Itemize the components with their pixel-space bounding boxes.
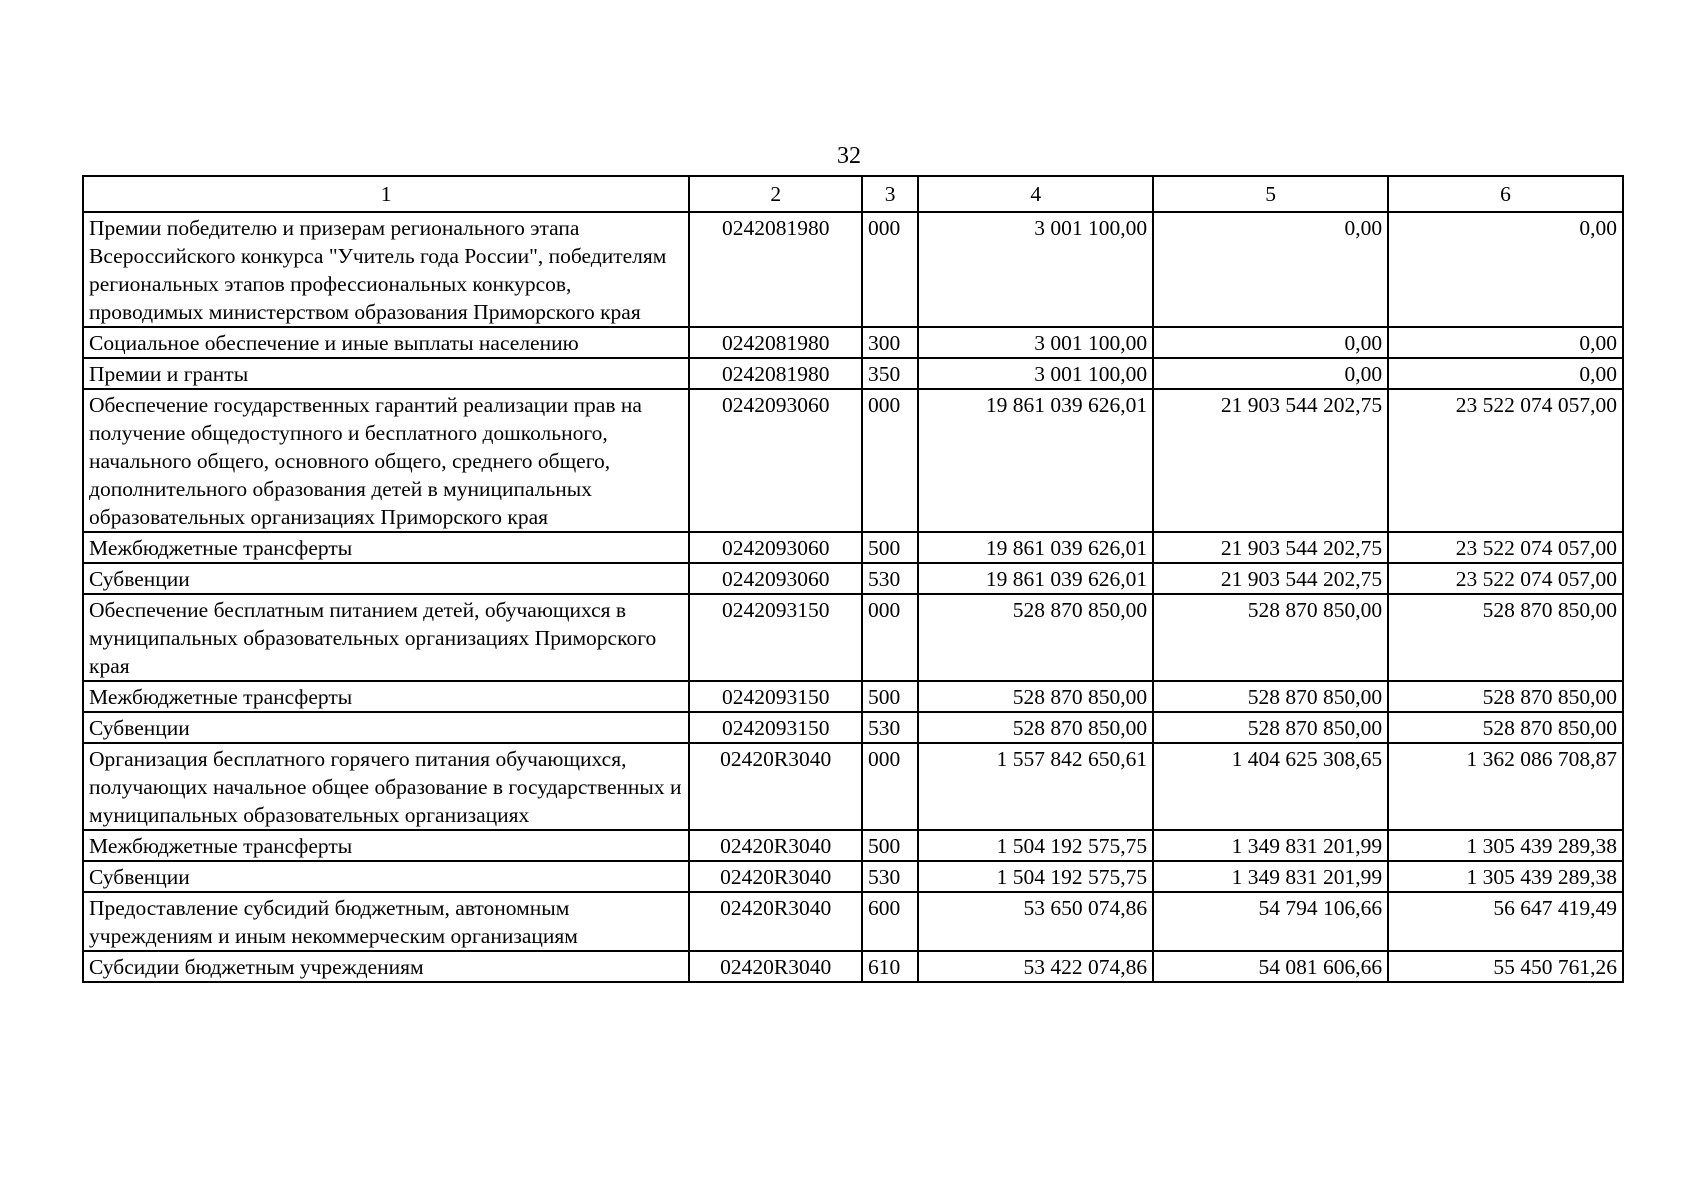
row-value-col5: 0,00: [1153, 358, 1388, 389]
row-name-cell: Субвенции: [83, 861, 689, 892]
table-row: [83, 212, 1623, 327]
row-code-cell: 02420R3040: [689, 951, 862, 982]
row-value-col5: 21 903 544 202,75: [1153, 563, 1388, 594]
row-value-col5: 1 349 831 201,99: [1153, 830, 1388, 861]
row-value-col6: 56 647 419,49: [1388, 892, 1623, 951]
row-value-col4: 3 001 100,00: [918, 327, 1153, 358]
row-code-cell: 0242081980: [689, 212, 862, 327]
row-name-cell: Социальное обеспечение и иные выплаты населению: [83, 327, 689, 358]
row-value-col5: 528 870 850,00: [1153, 594, 1388, 681]
row-name-cell: Межбюджетные трансферты: [83, 532, 689, 563]
row-value-col4: 528 870 850,00: [918, 712, 1153, 743]
row-code-cell: 0242093060: [689, 389, 862, 532]
row-value-col6: 55 450 761,26: [1388, 951, 1623, 982]
row-name-cell: Премии победителю и призерам регионального этапа Всероссийского конкурса "Учитель года России", победителям региональных этапов профессиональных конкурсов, проводимых министерством образования Приморского края: [83, 212, 689, 327]
table-row: [83, 861, 1623, 892]
row-value-col6: 528 870 850,00: [1388, 594, 1623, 681]
row-value-col6: 528 870 850,00: [1388, 712, 1623, 743]
row-value-col4: 19 861 039 626,01: [918, 563, 1153, 594]
row-name-cell: Обеспечение государственных гарантий реализации прав на получение общедоступного и бесплатного дошкольного, начального общего, основного общего, среднего общего, дополнительного образования детей в муниципальных образовательных организациях Приморского края: [83, 389, 689, 532]
row-code-cell: 0242093150: [689, 681, 862, 712]
row-value-col4: 19 861 039 626,01: [918, 389, 1153, 532]
row-value-col6: 0,00: [1388, 212, 1623, 327]
table-row: [83, 892, 1623, 951]
row-value-col5: 21 903 544 202,75: [1153, 389, 1388, 532]
row-value-col6: 1 305 439 289,38: [1388, 861, 1623, 892]
row-value-col5: 0,00: [1153, 212, 1388, 327]
row-value-col6: 23 522 074 057,00: [1388, 389, 1623, 532]
column-header: 4: [918, 176, 1153, 212]
row-value-col5: 54 081 606,66: [1153, 951, 1388, 982]
row-name-cell: Межбюджетные трансферты: [83, 681, 689, 712]
row-vr-cell: 000: [862, 743, 918, 830]
table-row: [83, 681, 1623, 712]
row-code-cell: 0242093060: [689, 563, 862, 594]
row-value-col4: 1 557 842 650,61: [918, 743, 1153, 830]
row-code-cell: 0242081980: [689, 358, 862, 389]
row-code-cell: 0242081980: [689, 327, 862, 358]
row-vr-cell: 500: [862, 681, 918, 712]
row-value-col6: 1 305 439 289,38: [1388, 830, 1623, 861]
column-header: 1: [83, 176, 689, 212]
column-header: 3: [862, 176, 918, 212]
row-vr-cell: 530: [862, 563, 918, 594]
row-vr-cell: 600: [862, 892, 918, 951]
row-value-col4: 3 001 100,00: [918, 212, 1153, 327]
row-vr-cell: 610: [862, 951, 918, 982]
table-header-row: [83, 176, 1623, 212]
table-row: [83, 563, 1623, 594]
row-value-col4: 528 870 850,00: [918, 594, 1153, 681]
table-row: [83, 594, 1623, 681]
row-name-cell: Субсидии бюджетным учреждениям: [83, 951, 689, 982]
row-value-col4: 1 504 192 575,75: [918, 830, 1153, 861]
row-code-cell: 0242093150: [689, 712, 862, 743]
table-row: [83, 389, 1623, 532]
row-value-col6: 23 522 074 057,00: [1388, 563, 1623, 594]
row-code-cell: 0242093060: [689, 532, 862, 563]
row-vr-cell: 000: [862, 389, 918, 532]
row-vr-cell: 300: [862, 327, 918, 358]
row-code-cell: 02420R3040: [689, 861, 862, 892]
row-code-cell: 02420R3040: [689, 892, 862, 951]
row-value-col6: 528 870 850,00: [1388, 681, 1623, 712]
table-row: [83, 951, 1623, 982]
row-vr-cell: 500: [862, 830, 918, 861]
row-name-cell: Субвенции: [83, 563, 689, 594]
row-value-col6: 0,00: [1388, 358, 1623, 389]
row-name-cell: Премии и гранты: [83, 358, 689, 389]
table-row: [83, 327, 1623, 358]
row-vr-cell: 530: [862, 861, 918, 892]
row-code-cell: 0242093150: [689, 594, 862, 681]
page-number: 32: [837, 143, 861, 169]
row-value-col5: 54 794 106,66: [1153, 892, 1388, 951]
row-vr-cell: 350: [862, 358, 918, 389]
table-row: [83, 532, 1623, 563]
budget-table: [82, 175, 1624, 983]
row-value-col6: 1 362 086 708,87: [1388, 743, 1623, 830]
row-value-col4: 19 861 039 626,01: [918, 532, 1153, 563]
row-vr-cell: 500: [862, 532, 918, 563]
row-value-col5: 1 349 831 201,99: [1153, 861, 1388, 892]
row-value-col4: 528 870 850,00: [918, 681, 1153, 712]
row-name-cell: Предоставление субсидий бюджетным, автономным учреждениям и иным некоммерческим организациям: [83, 892, 689, 951]
row-name-cell: Межбюджетные трансферты: [83, 830, 689, 861]
table-row: [83, 358, 1623, 389]
row-value-col6: 0,00: [1388, 327, 1623, 358]
row-code-cell: 02420R3040: [689, 743, 862, 830]
row-value-col5: 528 870 850,00: [1153, 681, 1388, 712]
row-value-col5: 0,00: [1153, 327, 1388, 358]
row-value-col4: 1 504 192 575,75: [918, 861, 1153, 892]
row-name-cell: Субвенции: [83, 712, 689, 743]
table-row: [83, 712, 1623, 743]
row-vr-cell: 530: [862, 712, 918, 743]
row-name-cell: Обеспечение бесплатным питанием детей, обучающихся в муниципальных образовательных организациях Приморского края: [83, 594, 689, 681]
column-header: 5: [1153, 176, 1388, 212]
column-header: 2: [689, 176, 862, 212]
row-name-cell: Организация бесплатного горячего питания обучающихся, получающих начальное общее образование в государственных и муниципальных образовательных организациях: [83, 743, 689, 830]
row-value-col5: 21 903 544 202,75: [1153, 532, 1388, 563]
row-code-cell: 02420R3040: [689, 830, 862, 861]
table-row: [83, 830, 1623, 861]
table-row: [83, 743, 1623, 830]
column-header: 6: [1388, 176, 1623, 212]
row-vr-cell: 000: [862, 212, 918, 327]
row-value-col4: 53 650 074,86: [918, 892, 1153, 951]
row-value-col5: 1 404 625 308,65: [1153, 743, 1388, 830]
row-vr-cell: 000: [862, 594, 918, 681]
row-value-col4: 3 001 100,00: [918, 358, 1153, 389]
row-value-col4: 53 422 074,86: [918, 951, 1153, 982]
row-value-col6: 23 522 074 057,00: [1388, 532, 1623, 563]
row-value-col5: 528 870 850,00: [1153, 712, 1388, 743]
